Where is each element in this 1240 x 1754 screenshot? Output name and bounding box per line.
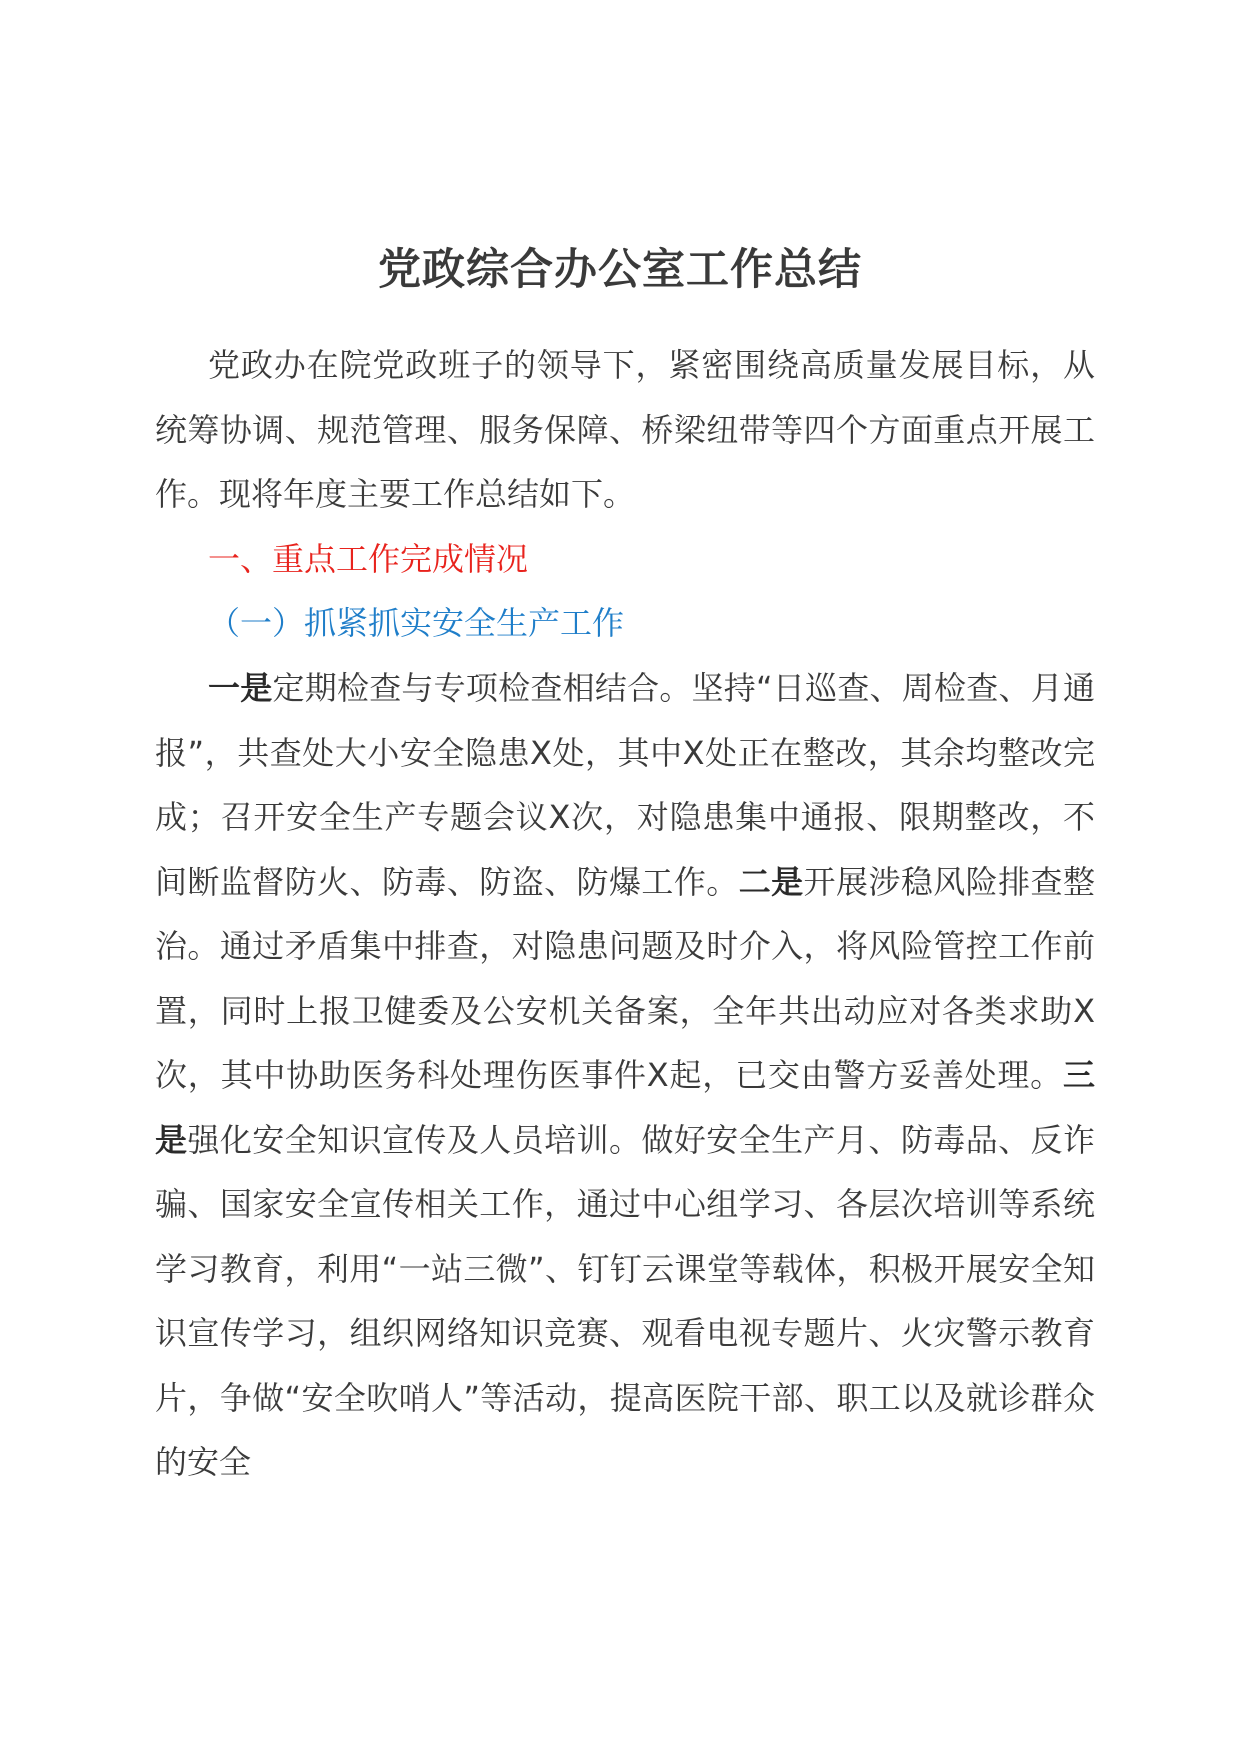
paragraph-text-3: 强化安全知识宣传及人员培训。做好安全生产月、防毒品、反诈骗、国家安全宣传相关工作，通过中心组学习、各层次培训等系统学习教育，利用“一站三微”、钉钉云课堂等载体，积极开展安全知识宣传学习，组织网络知识竞赛、观看电视专题片、火灾警示教育片，争做“安全吹哨人”等活动，提高医院干部、职工以及就诊群众的安全 [155,1120,1095,1481]
section-heading: 一、重点工作完成情况 [208,540,529,578]
document-title: 党政综合办公室工作总结 [378,245,862,295]
paragraph-text-1: 定期检查与专项检查相结合。坚持“日巡查、周检查、月通报”，共查处大小安全隐患X处，其中X处正在整改，其余均整改完成；召开安全生产专题会议X次，对隐患集中通报、限期整改，不间断监督防火、防毒、防盗、防爆工作。 [155,669,1095,901]
subsection-heading: （一）抓紧抓实安全生产工作 [208,604,625,642]
paragraph-text-2: 开展涉稳风险排查整治。通过矛盾集中排查，对隐患问题及时介入，将风险管控工作前置，同时上报卫健委及公安机关备案，全年共出动应对各类求助X次，其中协助医务科处理伤医事件X起，已交由警方妥善处理。 [155,862,1095,1094]
lead-phrase-2: 二是 [738,862,804,901]
lead-phrase-3: 三是 [155,1056,1095,1159]
intro-paragraph: 党政办在院党政班子的领导下，紧密围绕高质量发展目标，从统筹协调、规范管理、服务保障、桥梁纽带等四个方面重点开展工作。现将年度主要工作总结如下。 [155,346,1095,513]
lead-phrase-1: 一是 [208,669,273,707]
safety-work-paragraph [155,656,1095,1495]
